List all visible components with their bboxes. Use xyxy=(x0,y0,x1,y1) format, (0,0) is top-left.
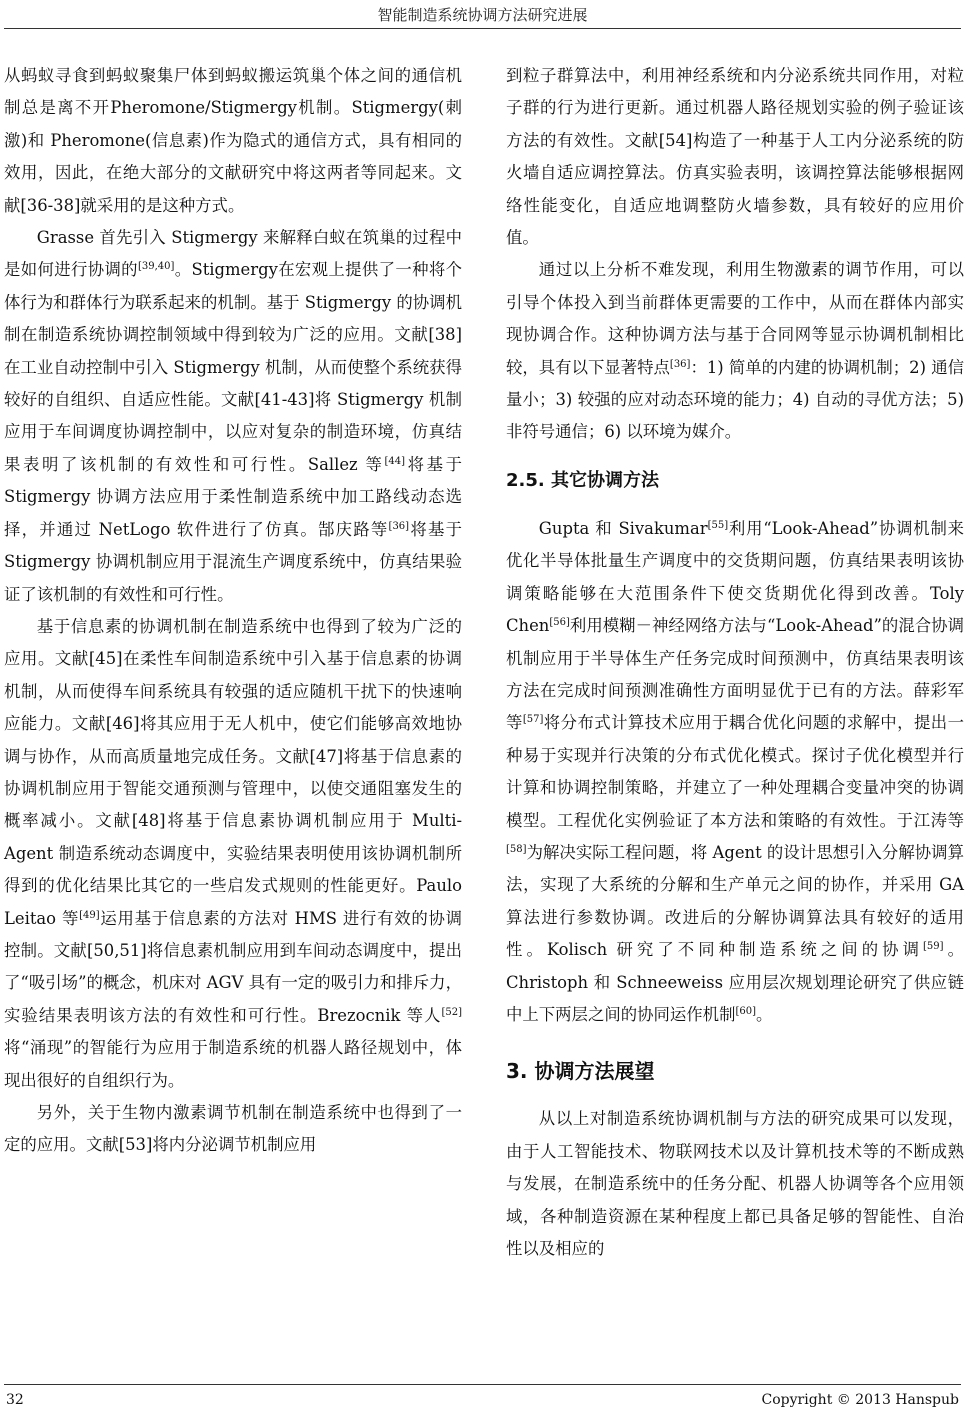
paragraph: 从以上对制造系统协调机制与方法的研究成果可以发现，由于人工智能技术、物联网技术以及计算机技术等的不断成熟与发展，在制造系统中的任务分配、机器人协调等各个应用领域，各种制造资源在某种程度上都已具备足够的智能性、自治性以及相应的 xyxy=(506,1109,964,1258)
section-heading-3: 3. 协调方法展望 xyxy=(506,1059,655,1084)
copyright-notice: Copyright © 2013 Hanspub xyxy=(761,1392,959,1408)
footer-rule xyxy=(4,1384,961,1385)
left-column xyxy=(4,60,462,1162)
right-column xyxy=(506,60,964,1265)
paragraph: 通过以上分析不难发现，利用生物激素的调节作用，可以引导个体投入到当前群体更需要的工作中，从而在群体内部实现协调合作。这种协调方法与基于合同网等显示协调机制相比较，具有以下显著特点[36]：1) 简单的内建的协调机制；2) 通信量小；3) 较强的应对动态环境的能力；4) 自动的寻优方法；5) 非符号通信；6) 以环境为媒介。 xyxy=(506,260,964,442)
citation: [55] xyxy=(707,519,729,531)
running-header: 智能制造系统协调方法研究进展 xyxy=(377,6,588,24)
page-number: 32 xyxy=(6,1392,24,1408)
paragraph: 到粒子群算法中，利用神经系统和内分泌系统共同作用，对粒子群的行为进行更新。通过机器人路径规划实验的例子验证该方法的有效性。文献[54]构造了一种基于人工内分泌系统的防火墙自适应调控算法。仿真实验表明，该调控算法能够根据网络性能变化，自适应地调整防火墙参数，具有较好的应用价值。 xyxy=(506,66,964,248)
paragraph: 基于信息素的协调机制在制造系统中也得到了较为广泛的应用。文献[45]在柔性车间制造系统中引入基于信息素的协调机制，从而使得车间系统具有较强的适应随机干扰下的快速响应能力。文献[46]将其应用于无人机中，使它们能够高效地协调与协作，从而高质量地完成任务。文献[47]将基于信息素的协调机制应用于智能交通预测与管理中，以使交通阻塞发生的概率减小。文献[48]将基于信息素协调机制应用于 Multi-Agent 制造系统动态调度中，实验结果表明使用该协调机制所得到的优化结果比其它的一些启发式规则的性能更好。Paulo Leitao 等[49]运用基于信息素的方法对 HMS 进行有效的协调控制。文献[50,51]将信息素机制应用到车间动态调度中，提出了“吸引场”的概念，机床对 AGV 具有一定的吸引力和排斥力，实验结果表明该方法的有效性和可行性。Brezocnik 等人[52]将“涌现”的智能行为应用于制造系统的机器人路径规划中，体现出很好的自组织行为。 xyxy=(4,616,462,1090)
paragraph: 从蚂蚁寻食到蚂蚁聚集尸体到蚂蚁搬运筑巢个体之间的通信机制总是离不开Pheromone/Stigmergy机制。Stigmergy(刺激)和 Pheromone(信息素)作为隐式的通信方式，具有相同的效用，因此，在绝大部分的文献研究中将这两者等同起来。文献[36-38]就采用的是这种方式。 xyxy=(4,66,462,215)
citation: [57] xyxy=(522,714,544,726)
citation: [52] xyxy=(441,1006,462,1018)
section-heading-2-5: 2.5. 其它协调方法 xyxy=(506,469,659,491)
paragraph: 另外，关于生物内激素调节机制在制造系统中也得到了一定的应用。文献[53]将内分泌调节机制应用 xyxy=(4,1103,462,1155)
paragraph: Gupta 和 Sivakumar[55]利用“Look-Ahead”协调机制来优化半导体批量生产调度中的交货期问题，仿真结果表明该协调策略能够在大范围条件下使交货期优化得到改善。Toly Chen[56]利用模糊－神经网络方法与“Look-Ahead”的混合协调机制应用于半导体生产任务完成时间预测中，仿真结果表明该方法在完成时间预测准确性方面明显优于已有的方法。薛彩军等[57]将分布式计算技术应用于耦合优化问题的求解中，提出一种易于实现并行决策的分布式优化模式。探讨子优化模型并行计算和协调控制策略，并建立了一种处理耦合变量冲突的协调模型。工程优化实例验证了本方法和策略的有效性。于江涛等[58]为解决实际工程问题，将 Agent 的设计思想引入分解协调算法，实现了大系统的分解和生产单元之间的协作，并采用 GA 算法进行参数协调。改进后的分解协调算法具有较好的适用性。Kolisch 研究了不同种制造系统之间的协调[59]。Christoph 和 Schneeweiss 应用层次规划理论研究了供应链中上下两层之间的协同运作机制[60]。 xyxy=(506,518,965,1024)
citation: [44] xyxy=(384,455,406,467)
header-rule xyxy=(4,28,961,29)
citation: [59] xyxy=(923,941,944,953)
citation: [39,40] xyxy=(137,261,175,273)
citation: [49] xyxy=(79,909,100,921)
citation: [56] xyxy=(549,617,570,629)
citation: [36] xyxy=(669,358,691,370)
citation: [36] xyxy=(388,520,410,532)
paragraph: Grasse 首先引入 Stigmergy 来解释白蚁在筑巢的过程中是如何进行协调的[39,40]。Stigmergy在宏观上提供了一种将个体行为和群体行为联系起来的机制。基于 Stigmergy 的协调机制在制造系统协调控制领域中得到较为广泛的应用。文献[38]在工业自动控制中引入 Stigmergy 机制，从而使整个系统获得较好的自组织、自适应性能。文献[41-43]将 Stigmergy 机制应用于车间调度协调控制中，以应对复杂的制造环境，仿真结果表明了该机制的有效性和可行性。Sallez 等[44]将基于 Stigmergy 协调方法应用于柔性制造系统中加工路线动态选择，并通过 NetLogo 软件进行了仿真。郜庆路等[36]将基于 Stigmergy 协调机制应用于混流生产调度系统中，仿真结果验证了该机制的有效性和可行性。 xyxy=(4,228,463,604)
citation: [60] xyxy=(735,1005,756,1017)
citation: [58] xyxy=(506,843,527,855)
